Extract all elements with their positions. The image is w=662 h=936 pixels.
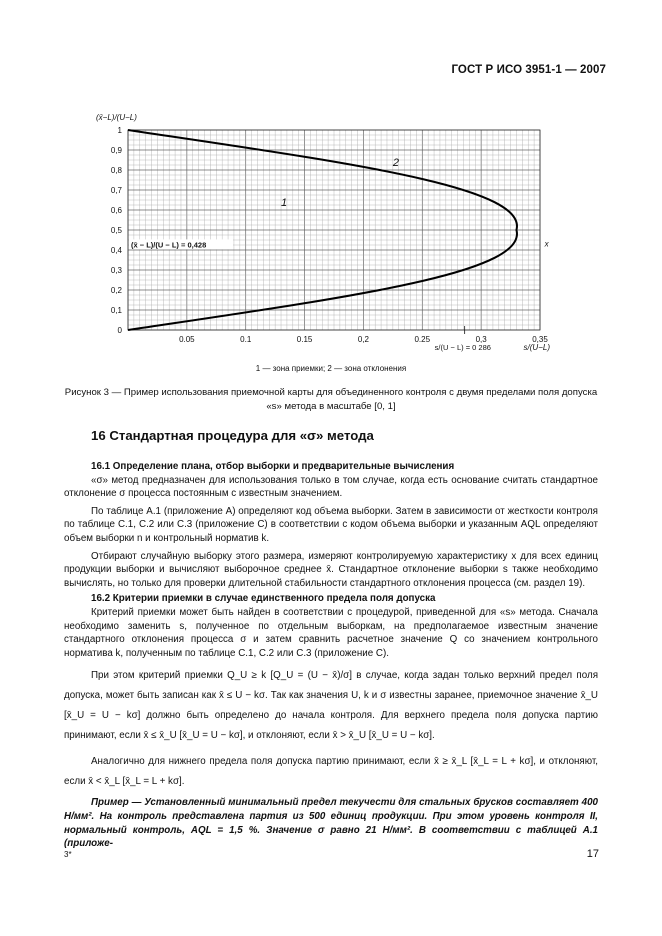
y-tick-label: 0,4 bbox=[110, 246, 122, 255]
footer-mark: 3* bbox=[64, 850, 72, 859]
paragraph: При этом критерий приемки Q_U ≥ k [Q_U = (U − x̄)/σ] в случае, когда задан только верхний предел поля допуска, может быть записан как x̄ ≤ U − kσ. Так как значения U, k и σ известны заранее, приемочное значение x̄_U [x̄_U = U − kσ] должно быть определено до начала контроля. Для верхнего предела поля допуска партию принимают, если x̄ ≤ x̄_U [x̄_U = U − kσ], и отклоняют, если x̄ > x̄_U [x̄_U = U − kσ]. bbox=[64, 670, 598, 742]
zone-label-1: 1 bbox=[281, 197, 288, 209]
section-title: 16 Стандартная процедура для «σ» метода bbox=[91, 428, 374, 443]
paragraph: Отбирают случайную выборку этого размера, измеряют контролируемую характеристику x для всех единиц продукции выборки и вычисляют выборочное среднее x̄. Стандартное отклонение выборки s также необходимо вычислять, но только для проверки длительной стабильности стандартного отклонения процесса (см. раздел 19). bbox=[64, 550, 598, 589]
example-paragraph: Пример — Установленный минимальный предел текучести для стальных брусков составляет 400 Н/мм². На контроль представлена партия из 500 единиц продукции. При этом уровень контроля II, нормальный контроль, AQL = 1,5 %. Значение σ равно 21 Н/мм². В соответствии с таблицей А.1 (приложе- bbox=[64, 797, 598, 850]
acceptance-chart bbox=[80, 92, 580, 357]
x-tick-label: 0.1 bbox=[240, 335, 252, 344]
document-id: ГОСТ Р ИСО 3951-1 — 2007 bbox=[451, 64, 606, 76]
page-number: 17 bbox=[586, 848, 599, 860]
figure-caption: Рисунок 3 — Пример использования приемочной карты для объединенного контроля с двумя пределами поля допуска «s» метода в масштабе [0, 1] bbox=[64, 387, 598, 412]
zone-label-2: 2 bbox=[392, 157, 399, 169]
x-tick-label: 0.15 bbox=[296, 335, 313, 344]
y-tick-label: 0,2 bbox=[110, 286, 122, 295]
y-tick-label: 0,6 bbox=[110, 206, 122, 215]
y-tick-label: 0,7 bbox=[110, 186, 122, 195]
paragraph: По таблице А.1 (приложение А) определяют код объема выборки. Затем в зависимости от жесткости контроля по таблице С.1, С.2 или С.3 (приложение С) в соответствии с кодом объема выборки и указанным AQL определяют объем выборки n и контрольный норматив k. bbox=[64, 505, 598, 544]
subsection-16-2: 16.2 Критерии приемки в случае единственного предела поля допуска bbox=[91, 593, 436, 605]
y-tick-label: 0,8 bbox=[110, 166, 122, 175]
y-tick-label: 0,5 bbox=[110, 226, 122, 235]
x-tick-label: 0,3 bbox=[475, 335, 487, 344]
x-axis-label: s/(U−L) bbox=[523, 343, 550, 352]
x-tick-label: 0,35 bbox=[532, 335, 548, 344]
subsection-16-1: 16.1 Определение плана, отбор выборки и предварительные вычисления bbox=[91, 461, 455, 472]
y-tick-label: 1 bbox=[117, 126, 122, 135]
paragraph: «σ» метод предназначен для использования только в том случае, когда есть основание считать стандартное отклонение σ процесса постоянным с известным значением. bbox=[64, 474, 598, 500]
y-tick-label: 0,3 bbox=[110, 266, 122, 275]
y-axis-label: (x̄−L)/(U−L) bbox=[96, 113, 137, 122]
y-tick-label: 0,1 bbox=[110, 306, 122, 315]
section-body bbox=[64, 460, 598, 851]
paragraph: Аналогично для нижнего предела поля допуска партию принимают, если x̄ ≥ x̄_L [x̄_L = L + kσ], и отклоняют, если x̄ < x̄_L [x̄_L = L + kσ]. bbox=[64, 756, 598, 788]
paragraph: Критерий приемки может быть найден в соответствии с процедурой, приведенной для «s» метода. Сначала необходимо заменить s, полученное по отдельным выборкам, на предполагаемое известным значение стандартного отклонения процесса σ и затем сравнить расчетное значение Q со значением контрольного норматива k, полученным по таблице С.1, С.2 или С.3 (приложение С). bbox=[64, 606, 598, 659]
point-marker: x bbox=[544, 239, 549, 249]
annotation-y: (x̄ − L)/(U − L) = 0,428 bbox=[131, 240, 207, 250]
annotation-x: s/(U − L) = 0 286 bbox=[434, 343, 491, 352]
x-tick-label: 0,2 bbox=[357, 335, 369, 344]
y-tick-label: 0,9 bbox=[110, 146, 122, 155]
chart-svg bbox=[80, 92, 580, 357]
x-tick-label: 0.05 bbox=[179, 335, 195, 344]
chart-legend: 1 — зона приемки; 2 — зона отклонения bbox=[255, 364, 407, 373]
x-tick-label: 0.25 bbox=[414, 335, 431, 344]
y-tick-label: 0 bbox=[117, 326, 122, 335]
